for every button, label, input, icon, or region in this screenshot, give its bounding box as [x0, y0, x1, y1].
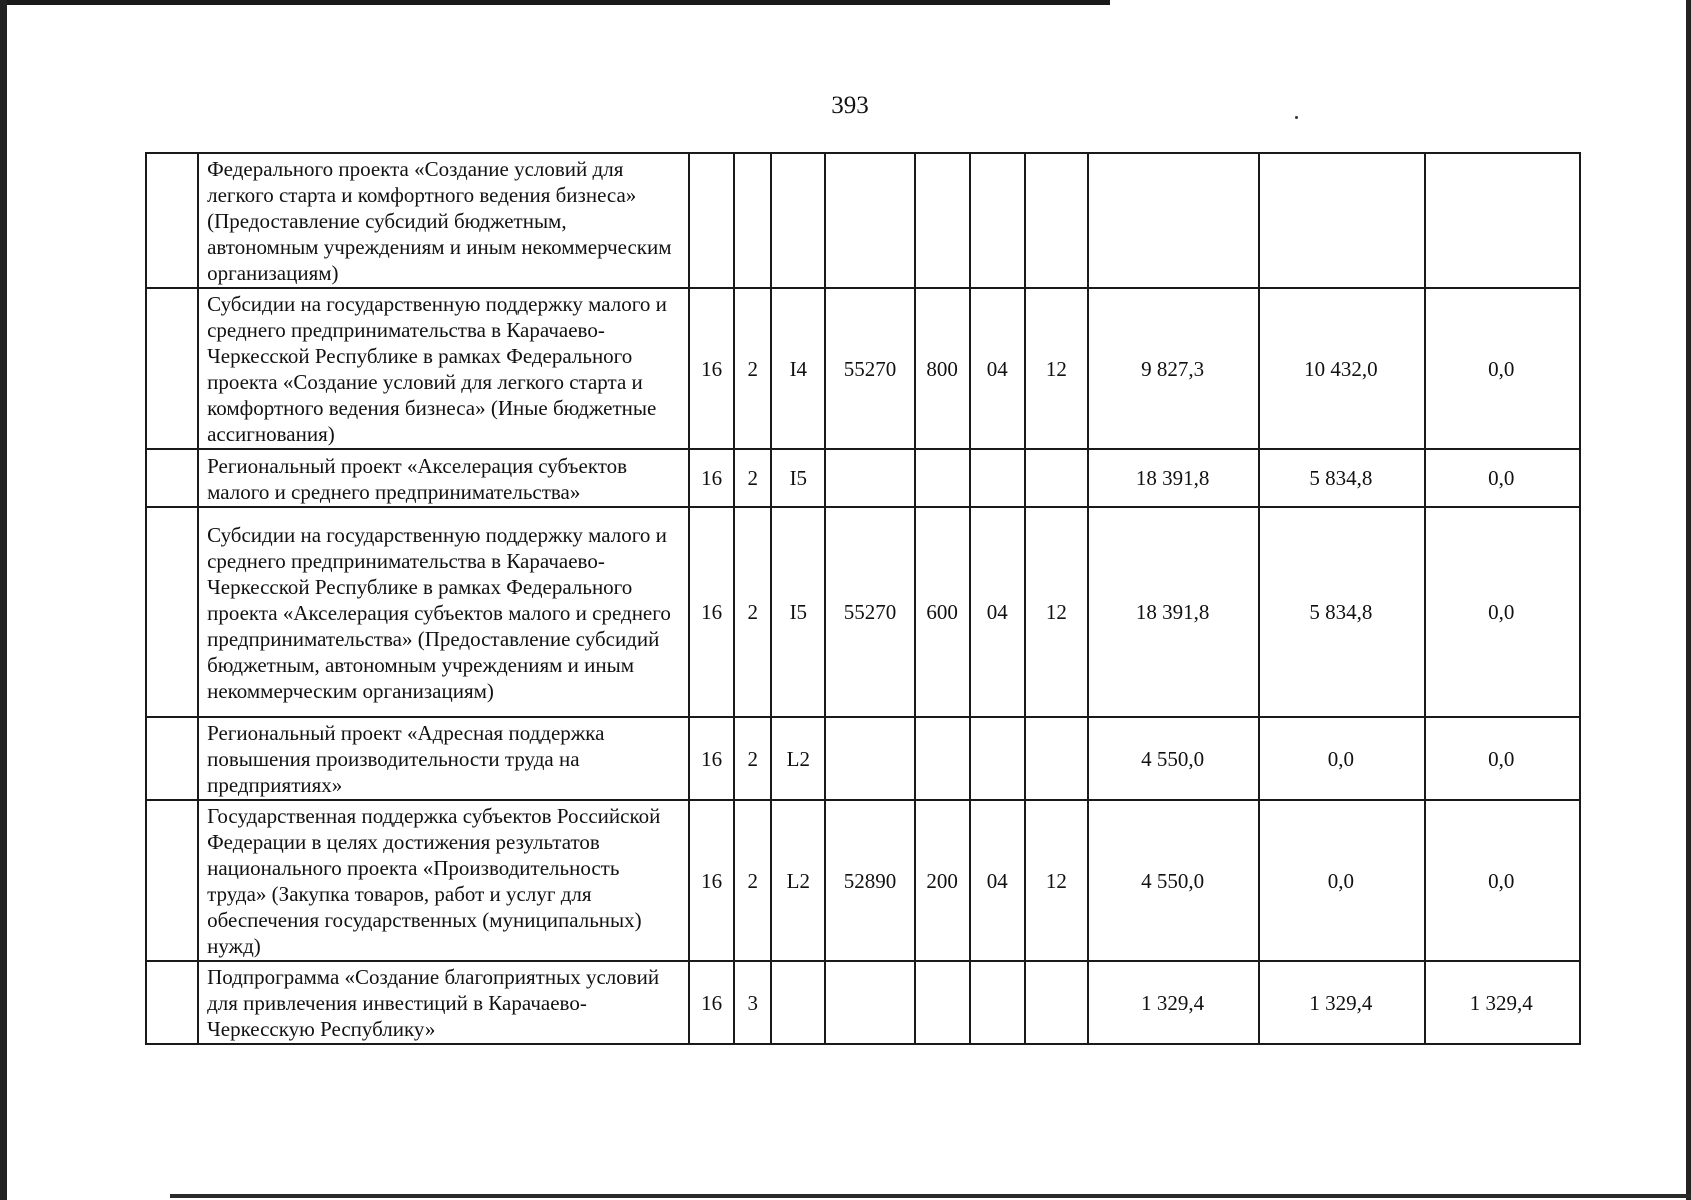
code-cell-5 — [915, 717, 970, 800]
table-row — [146, 153, 1580, 288]
amount-cell-2: 0,0 — [1259, 717, 1424, 800]
table-row — [146, 449, 1580, 507]
index-cell — [146, 153, 198, 288]
page-number: 393 — [831, 92, 869, 119]
code-cell-3: I4 — [771, 288, 825, 449]
table-row — [146, 288, 1580, 449]
description-cell: Субсидии на государственную поддержку малого и среднего предпринимательства в Карачаево-Черкесской Республике в рамках Федерального проекта «Создание условий для легкого старта и комфортного ведения бизнеса» (Иные бюджетные ассигнования) — [198, 288, 689, 449]
amount-cell-1: 4 550,0 — [1088, 800, 1259, 961]
table-row — [146, 800, 1580, 961]
table-row — [146, 507, 1580, 717]
budget-table — [145, 152, 1581, 1045]
code-cell-2: 2 — [734, 449, 771, 507]
code-cell-6: 04 — [970, 288, 1025, 449]
code-cell-2: 2 — [734, 800, 771, 961]
code-cell-1: 16 — [689, 800, 734, 961]
code-cell-7 — [1025, 961, 1088, 1044]
code-cell-2: 3 — [734, 961, 771, 1044]
code-cell-4: 52890 — [825, 800, 914, 961]
table-row — [146, 961, 1580, 1044]
code-cell-6: 04 — [970, 800, 1025, 961]
code-cell-4 — [825, 717, 914, 800]
description-cell: Федерального проекта «Создание условий для легкого старта и комфортного ведения бизнеса» (Предоставление субсидий бюджетным, автономным учреждениям и иным некоммерческим организациям) — [198, 153, 689, 288]
code-cell-3: I5 — [771, 449, 825, 507]
scan-speck — [1295, 116, 1298, 119]
description-cell: Региональный проект «Акселерация субъектов малого и среднего предпринимательства» — [198, 449, 689, 507]
code-cell-2: 2 — [734, 288, 771, 449]
code-cell-4 — [825, 961, 914, 1044]
code-cell-7: 12 — [1025, 288, 1088, 449]
code-cell-2 — [734, 153, 771, 288]
table-row — [146, 717, 1580, 800]
code-cell-6 — [970, 449, 1025, 507]
scan-edge-top — [0, 0, 1110, 5]
amount-cell-1: 18 391,8 — [1088, 449, 1259, 507]
amount-cell-3: 0,0 — [1425, 800, 1580, 961]
amount-cell-3: 0,0 — [1425, 717, 1580, 800]
scan-edge-right — [1686, 0, 1691, 1200]
code-cell-3: L2 — [771, 717, 825, 800]
amount-cell-1: 4 550,0 — [1088, 717, 1259, 800]
index-cell — [146, 717, 198, 800]
amount-cell-3: 0,0 — [1425, 288, 1580, 449]
amount-cell-2 — [1259, 153, 1424, 288]
code-cell-4: 55270 — [825, 288, 914, 449]
code-cell-6 — [970, 961, 1025, 1044]
code-cell-5 — [915, 961, 970, 1044]
index-cell — [146, 507, 198, 717]
amount-cell-3: 0,0 — [1425, 507, 1580, 717]
amount-cell-2: 5 834,8 — [1259, 449, 1424, 507]
amount-cell-2: 10 432,0 — [1259, 288, 1424, 449]
amount-cell-3 — [1425, 153, 1580, 288]
index-cell — [146, 961, 198, 1044]
amount-cell-1: 18 391,8 — [1088, 507, 1259, 717]
code-cell-7: 12 — [1025, 800, 1088, 961]
amount-cell-3: 0,0 — [1425, 449, 1580, 507]
code-cell-5: 800 — [915, 288, 970, 449]
code-cell-4 — [825, 449, 914, 507]
code-cell-7 — [1025, 153, 1088, 288]
code-cell-1 — [689, 153, 734, 288]
code-cell-5 — [915, 153, 970, 288]
code-cell-6: 04 — [970, 507, 1025, 717]
description-cell: Субсидии на государственную поддержку малого и среднего предпринимательства в Карачаево-Черкесской Республике в рамках Федерального проекта «Акселерация субъектов малого и среднего предпринимательства» (Предоставление субсидий бюджетным, автономным учреждениям и иным некоммерческим организациям) — [198, 507, 689, 717]
code-cell-1: 16 — [689, 961, 734, 1044]
amount-cell-1: 9 827,3 — [1088, 288, 1259, 449]
code-cell-3: I5 — [771, 507, 825, 717]
code-cell-7: 12 — [1025, 507, 1088, 717]
code-cell-1: 16 — [689, 449, 734, 507]
code-cell-2: 2 — [734, 717, 771, 800]
code-cell-3: L2 — [771, 800, 825, 961]
code-cell-6 — [970, 717, 1025, 800]
code-cell-5: 200 — [915, 800, 970, 961]
description-cell: Региональный проект «Адресная поддержка повышения производительности труда на предприятиях» — [198, 717, 689, 800]
code-cell-1: 16 — [689, 717, 734, 800]
code-cell-1: 16 — [689, 288, 734, 449]
code-cell-4 — [825, 153, 914, 288]
index-cell — [146, 449, 198, 507]
code-cell-6 — [970, 153, 1025, 288]
amount-cell-1 — [1088, 153, 1259, 288]
code-cell-1: 16 — [689, 507, 734, 717]
index-cell — [146, 800, 198, 961]
amount-cell-2: 0,0 — [1259, 800, 1424, 961]
code-cell-4: 55270 — [825, 507, 914, 717]
index-cell — [146, 288, 198, 449]
code-cell-5 — [915, 449, 970, 507]
amount-cell-2: 1 329,4 — [1259, 961, 1424, 1044]
code-cell-5: 600 — [915, 507, 970, 717]
amount-cell-2: 5 834,8 — [1259, 507, 1424, 717]
scan-edge-bottom — [170, 1194, 1691, 1198]
code-cell-2: 2 — [734, 507, 771, 717]
amount-cell-3: 1 329,4 — [1425, 961, 1580, 1044]
code-cell-3 — [771, 153, 825, 288]
code-cell-7 — [1025, 717, 1088, 800]
description-cell: Государственная поддержка субъектов Российской Федерации в целях достижения результатов национального проекта «Производительность труда» (Закупка товаров, работ и услуг для обеспечения государственных (муниципальных) нужд) — [198, 800, 689, 961]
code-cell-3 — [771, 961, 825, 1044]
code-cell-7 — [1025, 449, 1088, 507]
description-cell: Подпрограмма «Создание благоприятных условий для привлечения инвестиций в Карачаево-Черкесскую Республику» — [198, 961, 689, 1044]
scan-edge-left — [0, 0, 7, 1200]
amount-cell-1: 1 329,4 — [1088, 961, 1259, 1044]
